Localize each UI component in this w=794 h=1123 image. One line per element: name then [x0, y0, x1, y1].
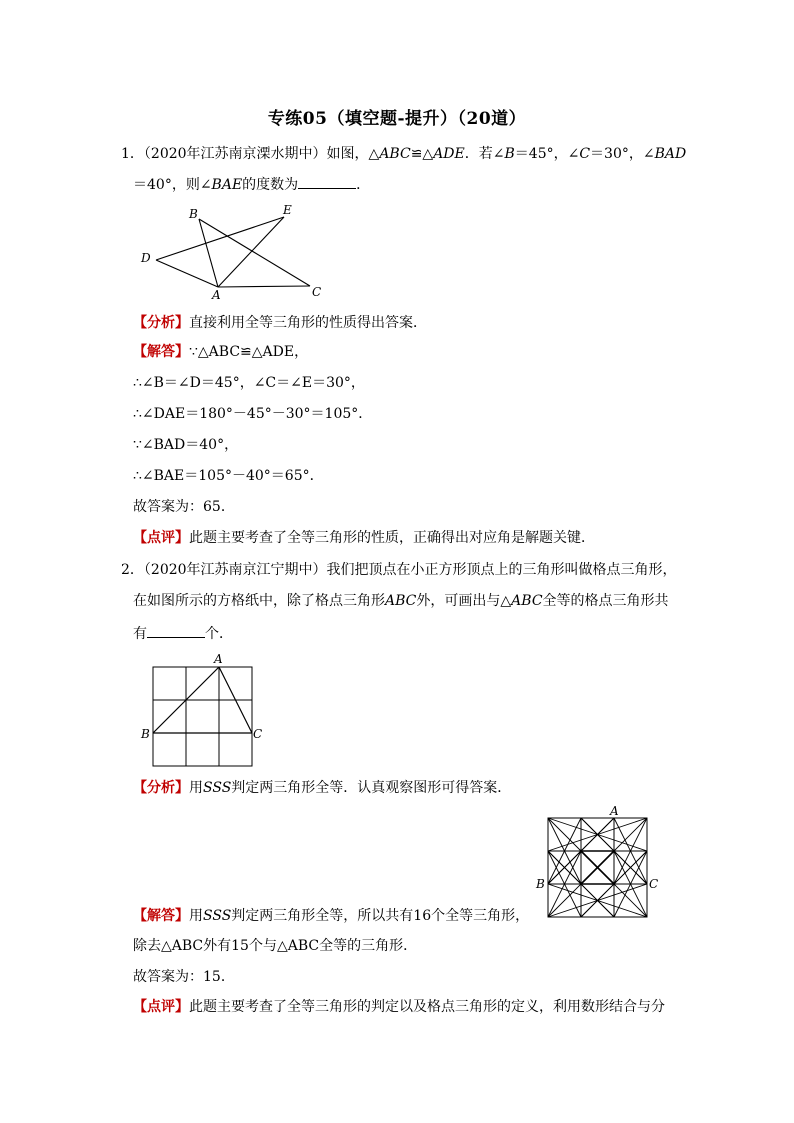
q1-solution-line3: ∴∠DAE＝180°－45°－30°＝105°． — [133, 406, 373, 422]
label-B: B — [536, 877, 545, 891]
label-C: C — [253, 727, 263, 741]
q1-solution-line1: 【解答】∵△ABC≌△ADE， — [133, 344, 309, 360]
q2-solution-line2: 除去△ABC外有15个与△ABC全等的三角形． — [133, 938, 418, 954]
label-A: A — [610, 804, 619, 818]
q1-solution-line2: ∴∠B＝∠D＝45°，∠C＝∠E＝30°， — [133, 375, 365, 391]
q2-answer: 故答案为：15． — [133, 969, 235, 985]
label-C: C — [312, 285, 322, 299]
q1-solution-line5: ∴∠BAE＝105°－40°＝65°． — [133, 468, 324, 484]
q1-solution-line4: ∵∠BAD＝40°， — [133, 437, 239, 453]
label-A: A — [212, 288, 221, 302]
label-B: B — [141, 727, 150, 741]
label-A: A — [214, 652, 223, 666]
q1-answer: 故答案为：65． — [133, 499, 235, 515]
q1-stem-line2: ＝40°，则∠BAE的度数为 ． — [133, 174, 370, 195]
label-B: B — [189, 207, 198, 221]
label-E: E — [283, 203, 292, 217]
q1-analysis: 【分析】直接利用全等三角形的性质得出答案． — [133, 315, 427, 331]
q2-stem-line1: 2．（2020年江苏南京江宁期中）我们把顶点在小正方形顶点上的三角形叫做格点三角形， — [121, 562, 677, 578]
q2-analysis: 【分析】用SSS判定两三角形全等．认真观察图形可得答案． — [133, 780, 512, 796]
page-title: 专练05（填空题-提升）（20道） — [267, 109, 527, 129]
q2-stem-line2: 在如图所示的方格纸中，除了格点三角形ABC外，可画出与△ABC全等的格点三角形共 — [133, 593, 669, 609]
q2-solution-line1: 【解答】用SSS判定两三角形全等，所以共有16个全等三角形， — [133, 908, 530, 924]
q1-stem-line1: 1．（2020年江苏南京溧水期中）如图，△ABC≌△ADE．若∠B＝45°，∠C＝30°，∠BAD — [121, 146, 687, 162]
q2-stem-line3: 有 个． — [133, 623, 233, 644]
label-C: C — [649, 877, 659, 891]
label-D: D — [141, 251, 151, 265]
q2-comment: 【点评】此题主要考查了全等三角形的判定以及格点三角形的定义，利用数形结合与分 — [133, 999, 665, 1015]
q1-comment: 【点评】此题主要考查了全等三角形的性质，正确得出对应角是解题关键． — [133, 530, 595, 546]
